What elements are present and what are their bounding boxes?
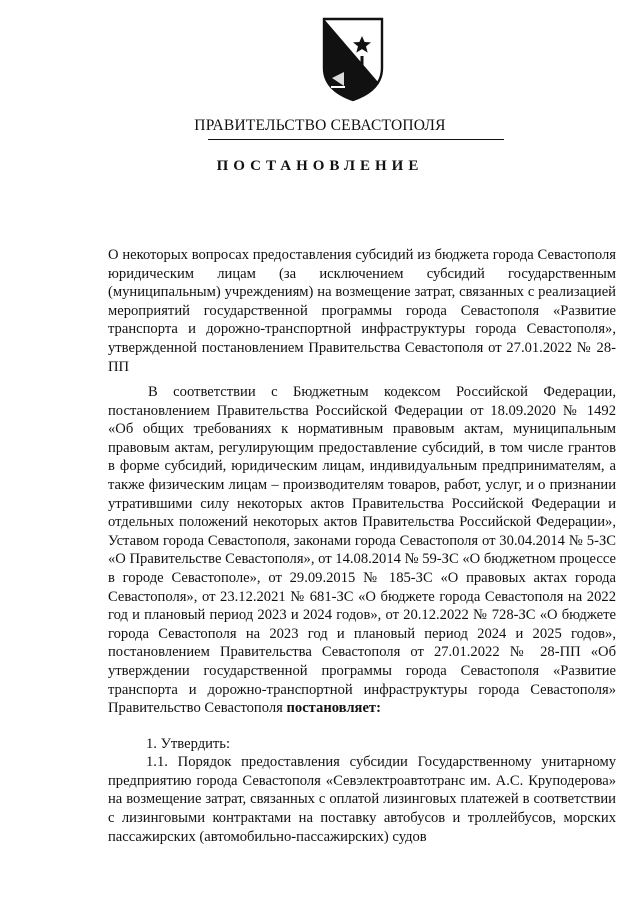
title-underline <box>208 139 504 140</box>
document-type-heading: ПОСТАНОВЛЕНИЕ <box>216 158 424 174</box>
government-title: ПРАВИТЕЛЬСТВО СЕВАСТОПОЛЯ <box>194 117 446 134</box>
preamble-text: В соответствии с Бюджетным кодексом Российской Федерации, постановлением Правительства Российской Федерации от 18.09.2020 № 1492 «Об общих требованиях к нормативным правовым актам, муниципальным правовым актам, регулирующим предоставление субсидий, в том числе грантов в форме субсидий, юридическим лицам, индивидуальным предпринимателям, а также физическим лицам – производителям товаров, работ, услуг, и о признании утратившими силу некоторых актов Правительства Российской Федерации и отдельных положений некоторых актов Правительства Российской Федерации», Уставом города Севастополя, законами города Севастополя от 30.04.2014 № 5-ЗС «О Правительстве Севастополя», от 14.08.2014 № 59-ЗС «О бюджетном процессе в городе Севастополе», от 29.09.2015 № 185-ЗС «О правовых актах города Севастополя», от 23.12.2021 № 681-ЗС «О бюджете города Севастополя на 2022 год и плановый период 2023 и 2024 годов», от 20.12.2022 № 728-ЗС «О бюджете города Севастополя на 2023 год и плановый период 2024 и 2025 годов», постановлением Правительства Севастополя от 27.01.2022 № 28-ПП «Об утверждении государственной программы города Севастополя «Развитие транспорта и дорожно-транспортной инфраструктуры города Севастополя» Правительство Севастополя <box>108 384 616 717</box>
decree-word: постановляет: <box>286 700 381 717</box>
document-body <box>108 383 616 846</box>
document-subject: О некоторых вопросах предоставления субсидий из бюджета города Севастополя юридическим лицам (за исключением субсидий государственным (муниципальным) учреждениям) на возмещение затрат, связанных с реализацией мероприятий государственной программы города Севастополя «Развитие транспорта и дорожно-транспортной инфраструктуры города Севастополя», утвержденной постановлением Правительства Севастополя от 27.01.2022 № 28-ПП <box>108 247 616 375</box>
clause-1: 1. Утвердить: <box>146 735 231 752</box>
sevastopol-coat-of-arms-icon <box>318 16 388 102</box>
preamble-paragraph <box>108 383 616 718</box>
clause-1-1: 1.1. Порядок предоставления субсидии Государственному унитарному предприятию города Севастополя «Севэлектроавтотранс им. А.С. Круподерова» на возмещение затрат, связанных с оплатой лизинговых платежей в соответствии с лизинговыми контрактами на поставку автобусов и троллейбусов, морских пассажирских (автомобильно-пассажирских) судов <box>108 754 616 845</box>
